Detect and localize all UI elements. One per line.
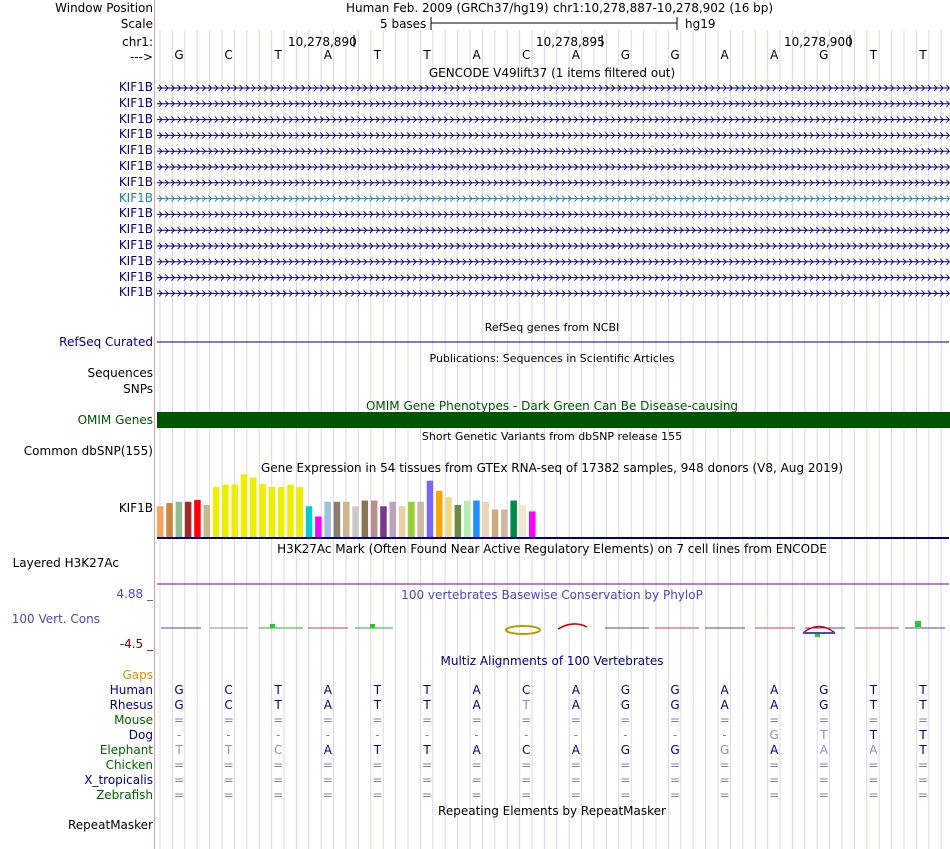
gtex-bar xyxy=(352,506,359,537)
alignment-base: T xyxy=(869,728,878,742)
ruler-base: A xyxy=(770,48,779,62)
omim-label[interactable]: OMIM Genes xyxy=(77,413,153,427)
gtex-bar xyxy=(473,501,480,537)
alignment-base: = xyxy=(669,773,681,787)
scale-label: Scale xyxy=(120,17,153,31)
alignment-base: - xyxy=(375,728,380,742)
alignment-base: A xyxy=(472,698,481,712)
alignment-base: A xyxy=(770,698,779,712)
alignment-base: - xyxy=(623,728,628,742)
alignment-base: = xyxy=(669,758,681,772)
gtex-bar xyxy=(287,485,294,537)
alignment-base: - xyxy=(573,728,578,742)
gtex-bar xyxy=(194,500,201,537)
gencode-title[interactable]: GENCODE V49lift37 (1 items filtered out) xyxy=(428,66,676,80)
gtex-bar xyxy=(157,506,164,537)
gtex-bar xyxy=(250,477,257,537)
gaps-label: Gaps xyxy=(122,668,153,682)
alignment-base: G xyxy=(174,683,184,697)
gencode-gene-label[interactable]: KIF1B xyxy=(118,269,153,284)
gtex-bar xyxy=(306,506,313,537)
refseq-title[interactable]: RefSeq genes from NCBI xyxy=(484,321,620,334)
alignment-base: = xyxy=(719,788,730,802)
alignment-base: G xyxy=(670,698,680,712)
alignment-base: T xyxy=(175,743,183,757)
alignment-base: = xyxy=(223,788,234,802)
alignment-base: = xyxy=(521,773,532,787)
gtex-bar xyxy=(427,481,434,537)
gtex-bar xyxy=(259,484,266,537)
alignment-base: C xyxy=(224,698,233,712)
alignment-base: A xyxy=(472,743,481,757)
phylop-min-label: -4.5 _ xyxy=(119,637,153,651)
alignment-base: = xyxy=(769,773,780,787)
alignment-base: = xyxy=(421,788,433,802)
alignment-base: = xyxy=(521,788,532,802)
assembly-text: Human Feb. 2009 (GRCh37/hg19) xyxy=(346,1,549,15)
gtex-bar xyxy=(417,502,424,537)
alignment-base: = xyxy=(173,713,185,727)
alignment-base: = xyxy=(372,758,383,772)
alignment-base: = xyxy=(769,713,780,727)
alignment-base: = xyxy=(570,773,581,787)
gencode-gene-label[interactable]: KIF1B xyxy=(118,222,153,237)
ruler-base: C xyxy=(224,48,233,62)
gtex-bar xyxy=(408,502,415,537)
gtex-bar xyxy=(436,491,443,537)
alignment-base: C xyxy=(521,683,531,697)
alignment-base: = xyxy=(669,788,681,802)
alignment-base: = xyxy=(868,788,879,802)
alignment-base: A xyxy=(720,683,729,697)
alignment-base: = xyxy=(620,713,631,727)
ruler-base: T xyxy=(373,48,382,62)
species-label[interactable]: Zebrafish xyxy=(96,788,153,802)
alignment-base: - xyxy=(226,728,231,742)
alignment-base: G xyxy=(620,683,631,697)
phylop-curve xyxy=(558,624,587,629)
alignment-base: T xyxy=(919,728,927,742)
alignment-base: T xyxy=(224,743,233,757)
alignment-base: T xyxy=(919,743,927,757)
alignment-base: = xyxy=(620,788,631,802)
alignment-base: T xyxy=(869,683,878,697)
alignment-base: A xyxy=(720,698,729,712)
coord-3: 10,278,900 xyxy=(784,35,853,49)
alignment-base: = xyxy=(322,788,333,802)
species-label[interactable]: Mouse xyxy=(114,713,153,727)
gtex-bar xyxy=(204,505,211,537)
phylop-peak xyxy=(815,634,820,637)
gtex-bar xyxy=(166,503,173,537)
alignment-base: = xyxy=(917,758,929,772)
alignment-base: C xyxy=(521,743,531,757)
omim-title[interactable]: OMIM Gene Phenotypes - Dark Green Can Be Disease-causing xyxy=(365,399,739,413)
alignment-base: C xyxy=(224,683,233,697)
alignment-base: = xyxy=(917,788,929,802)
alignment-base: = xyxy=(421,713,433,727)
gtex-bar xyxy=(241,474,248,537)
alignment-base: A xyxy=(472,683,481,697)
gencode-gene-label[interactable]: KIF1B xyxy=(118,285,153,300)
alignment-base: G xyxy=(769,728,779,742)
scale-bar-text: 5 bases xyxy=(380,17,427,31)
gencode-gene-label[interactable]: KIF1B xyxy=(118,174,153,189)
alignment-base: G xyxy=(670,743,680,757)
alignment-base: = xyxy=(471,788,482,802)
ruler-base: G xyxy=(670,48,680,62)
gtex-bar xyxy=(222,485,229,537)
alignment-base: T xyxy=(373,743,382,757)
phylop-label[interactable]: 100 Vert. Cons xyxy=(11,612,100,626)
alignment-base: = xyxy=(273,773,284,787)
alignment-base: A xyxy=(323,743,332,757)
strand-label: ---> xyxy=(129,50,153,64)
position-text: chr1:10,278,887-10,278,902 (16 bp) xyxy=(553,1,774,15)
ruler-base: A xyxy=(571,48,580,62)
species-label[interactable]: Chicken xyxy=(105,758,153,772)
alignment-base: T xyxy=(919,683,927,697)
alignment-base: G xyxy=(819,683,829,697)
alignment-base: = xyxy=(521,758,532,772)
gencode-gene-label[interactable]: KIF1B xyxy=(118,206,153,221)
alignment-base: - xyxy=(276,728,281,742)
ruler-base: A xyxy=(472,48,481,62)
alignment-base: A xyxy=(770,683,779,697)
gtex-bar xyxy=(362,501,369,537)
alignment-base: = xyxy=(570,788,581,802)
alignment-base: = xyxy=(868,773,879,787)
alignment-base: = xyxy=(421,758,433,772)
alignment-base: = xyxy=(769,758,780,772)
ruler-base: A xyxy=(720,48,729,62)
gtex-bar xyxy=(529,511,536,537)
coord-1: 10,278,890 xyxy=(288,35,357,49)
alignment-base: A xyxy=(869,743,878,757)
gtex-bar xyxy=(213,487,220,537)
gtex-gene-label[interactable]: KIF1B xyxy=(118,501,153,515)
alignment-base: = xyxy=(521,713,532,727)
alignment-base: C xyxy=(273,743,283,757)
alignment-base: G xyxy=(670,683,680,697)
alignment-base: G xyxy=(819,698,829,712)
alignment-base: - xyxy=(424,728,430,742)
repeatmasker-label[interactable]: RepeatMasker xyxy=(67,818,153,832)
alignment-base: T xyxy=(274,683,282,697)
alignment-base: = xyxy=(868,758,879,772)
species-label[interactable]: Elephant xyxy=(99,743,153,757)
gtex-bar xyxy=(464,501,471,537)
gencode-gene-label[interactable]: KIF1B xyxy=(118,238,153,252)
gtex-bar xyxy=(343,502,350,537)
alignment-base: = xyxy=(322,773,333,787)
gtex-bar xyxy=(445,497,452,537)
alignment-base: = xyxy=(173,788,185,802)
ruler-base: A xyxy=(323,48,332,62)
ruler-base: T xyxy=(919,48,927,62)
gtex-bar xyxy=(231,485,238,537)
alignment-base: = xyxy=(372,713,383,727)
alignment-base: T xyxy=(373,698,382,712)
alignment-base: = xyxy=(868,713,879,727)
gencode-gene-label[interactable]: KIF1B xyxy=(118,159,153,173)
phylop-title[interactable]: 100 vertebrates Basewise Conservation by PhyloP xyxy=(401,588,703,602)
phylop-max-label: 4.88 _ xyxy=(116,587,153,601)
phylop-peak xyxy=(915,621,921,627)
alignment-base: T xyxy=(522,698,530,712)
alignment-base: = xyxy=(719,773,730,787)
alignment-base: A xyxy=(819,743,828,757)
alignment-base: - xyxy=(176,728,182,742)
alignment-base: = xyxy=(917,773,929,787)
alignment-base: = xyxy=(818,713,829,727)
alignment-base: = xyxy=(223,773,234,787)
alignment-base: = xyxy=(818,788,829,802)
alignment-base: - xyxy=(474,728,479,742)
alignment-base: = xyxy=(818,773,829,787)
alignment-base: = xyxy=(719,713,730,727)
alignment-base: T xyxy=(373,683,382,697)
gtex-bar xyxy=(399,506,406,537)
species-label[interactable]: Rhesus xyxy=(109,698,153,712)
alignment-base: = xyxy=(570,713,581,727)
alignment-base: = xyxy=(620,773,631,787)
dbsnp-label[interactable]: Common dbSNP(155) xyxy=(23,444,153,458)
gencode-gene-label[interactable]: KIF1B xyxy=(118,111,153,126)
alignment-base: A xyxy=(770,743,779,757)
phylop-peak xyxy=(370,624,375,628)
alignment-base: G xyxy=(620,743,631,757)
alignment-base: = xyxy=(273,788,284,802)
alignment-base: = xyxy=(917,713,929,727)
ruler-base: C xyxy=(521,48,531,62)
gtex-bar xyxy=(380,506,387,537)
gtex-bar xyxy=(278,487,285,537)
gtex-bar xyxy=(390,502,397,537)
gtex-bar xyxy=(483,502,490,537)
gencode-gene-label[interactable]: KIF1B xyxy=(118,95,153,110)
alignment-base: = xyxy=(322,758,333,772)
alignment-base: = xyxy=(719,758,730,772)
alignment-base: = xyxy=(273,758,284,772)
gtex-bar xyxy=(185,502,192,537)
track-area[interactable] xyxy=(155,0,950,849)
gencode-gene-label[interactable]: KIF1B xyxy=(118,190,153,205)
alignment-base: = xyxy=(322,713,333,727)
alignment-base: = xyxy=(273,713,284,727)
alignment-base: = xyxy=(223,713,234,727)
alignment-base: = xyxy=(769,788,780,802)
alignment-base: A xyxy=(571,743,580,757)
alignment-base: = xyxy=(570,758,581,772)
alignment-base: = xyxy=(620,758,631,772)
alignment-base: = xyxy=(471,758,482,772)
alignment-base: G xyxy=(174,698,184,712)
alignment-base: T xyxy=(869,698,878,712)
species-label[interactable]: X_tropicalis xyxy=(84,773,153,787)
species-label[interactable]: Human xyxy=(109,683,153,697)
ruler-base: G xyxy=(819,48,829,62)
phylop-ellipse xyxy=(506,626,540,634)
gtex-title[interactable]: Gene Expression in 54 tissues from GTEx RNA-seq of 17382 samples, 948 donors (V8, Aug 2019) xyxy=(260,461,844,475)
sequences-label[interactable]: Sequences xyxy=(87,366,153,380)
alignment-base: T xyxy=(820,728,828,742)
species-label[interactable]: Dog xyxy=(128,728,153,742)
coord-2: 10,278,895 xyxy=(536,35,605,49)
refseq-label[interactable]: RefSeq Curated xyxy=(59,335,153,349)
gtex-bar xyxy=(334,502,341,537)
gtex-bar xyxy=(371,501,378,537)
ruler-base: G xyxy=(174,48,184,62)
gencode-gene-label[interactable]: KIF1B xyxy=(118,143,153,158)
phylop-peak xyxy=(270,624,275,628)
gtex-bar xyxy=(269,487,276,537)
alignment-base: G xyxy=(719,743,730,757)
gencode-gene-label[interactable]: KIF1B xyxy=(118,127,153,142)
gencode-gene-label[interactable]: KIF1B xyxy=(118,80,153,94)
gtex-bar xyxy=(492,509,499,537)
alignment-base: - xyxy=(524,728,529,742)
gtex-bar xyxy=(455,505,462,537)
repeatmasker-title[interactable]: Repeating Elements by RepeatMasker xyxy=(438,804,666,818)
alignment-base: = xyxy=(818,758,829,772)
h3k27ac-title[interactable]: H3K27Ac Mark (Often Found Near Active Regulatory Elements) on 7 cell lines from ENCODE xyxy=(277,542,827,556)
ruler-base: G xyxy=(620,48,631,62)
gtex-bar xyxy=(315,517,322,537)
gencode-gene-label[interactable]: KIF1B xyxy=(118,253,153,268)
gtex-bar xyxy=(501,509,508,537)
omim-bar xyxy=(157,412,950,428)
snps-label[interactable]: SNPs xyxy=(123,382,153,396)
alignment-base: - xyxy=(672,728,678,742)
alignment-base: T xyxy=(423,683,431,697)
gtex-bar xyxy=(520,505,527,537)
scale-db-text: hg19 xyxy=(685,17,716,31)
alignment-base: A xyxy=(571,683,580,697)
window-position-label: Window Position xyxy=(55,1,153,15)
alignment-base: = xyxy=(173,758,185,772)
h3k27ac-label[interactable]: Layered H3K27Ac xyxy=(12,556,119,570)
alignment-base: T xyxy=(919,698,927,712)
ruler-base: T xyxy=(869,48,878,62)
alignment-base: T xyxy=(423,698,431,712)
dbsnp-title[interactable]: Short Genetic Variants from dbSNP release 155 xyxy=(421,430,683,443)
ruler-base: T xyxy=(423,48,431,62)
alignment-base: - xyxy=(325,728,330,742)
chrom-label: chr1: xyxy=(122,35,153,49)
alignment-base: T xyxy=(274,698,282,712)
publications-title[interactable]: Publications: Sequences in Scientific Articles xyxy=(429,352,675,365)
alignment-base: A xyxy=(323,698,332,712)
gtex-bar xyxy=(510,501,517,537)
alignment-base: = xyxy=(421,773,433,787)
alignment-base: A xyxy=(571,698,580,712)
multiz-title[interactable]: Multiz Alignments of 100 Vertebrates xyxy=(440,654,664,668)
gtex-bar xyxy=(176,502,183,537)
alignment-base: T xyxy=(423,743,431,757)
ruler-base: T xyxy=(274,48,282,62)
alignment-base: = xyxy=(223,758,234,772)
alignment-base: = xyxy=(372,788,383,802)
alignment-base: = xyxy=(471,773,482,787)
alignment-base: = xyxy=(173,773,185,787)
alignment-base: = xyxy=(669,713,681,727)
alignment-base: = xyxy=(372,773,383,787)
alignment-base: - xyxy=(722,728,727,742)
alignment-base: G xyxy=(620,698,631,712)
alignment-base: A xyxy=(323,683,332,697)
alignment-base: = xyxy=(471,713,482,727)
gtex-bar xyxy=(297,487,304,537)
gtex-bar xyxy=(324,502,331,537)
